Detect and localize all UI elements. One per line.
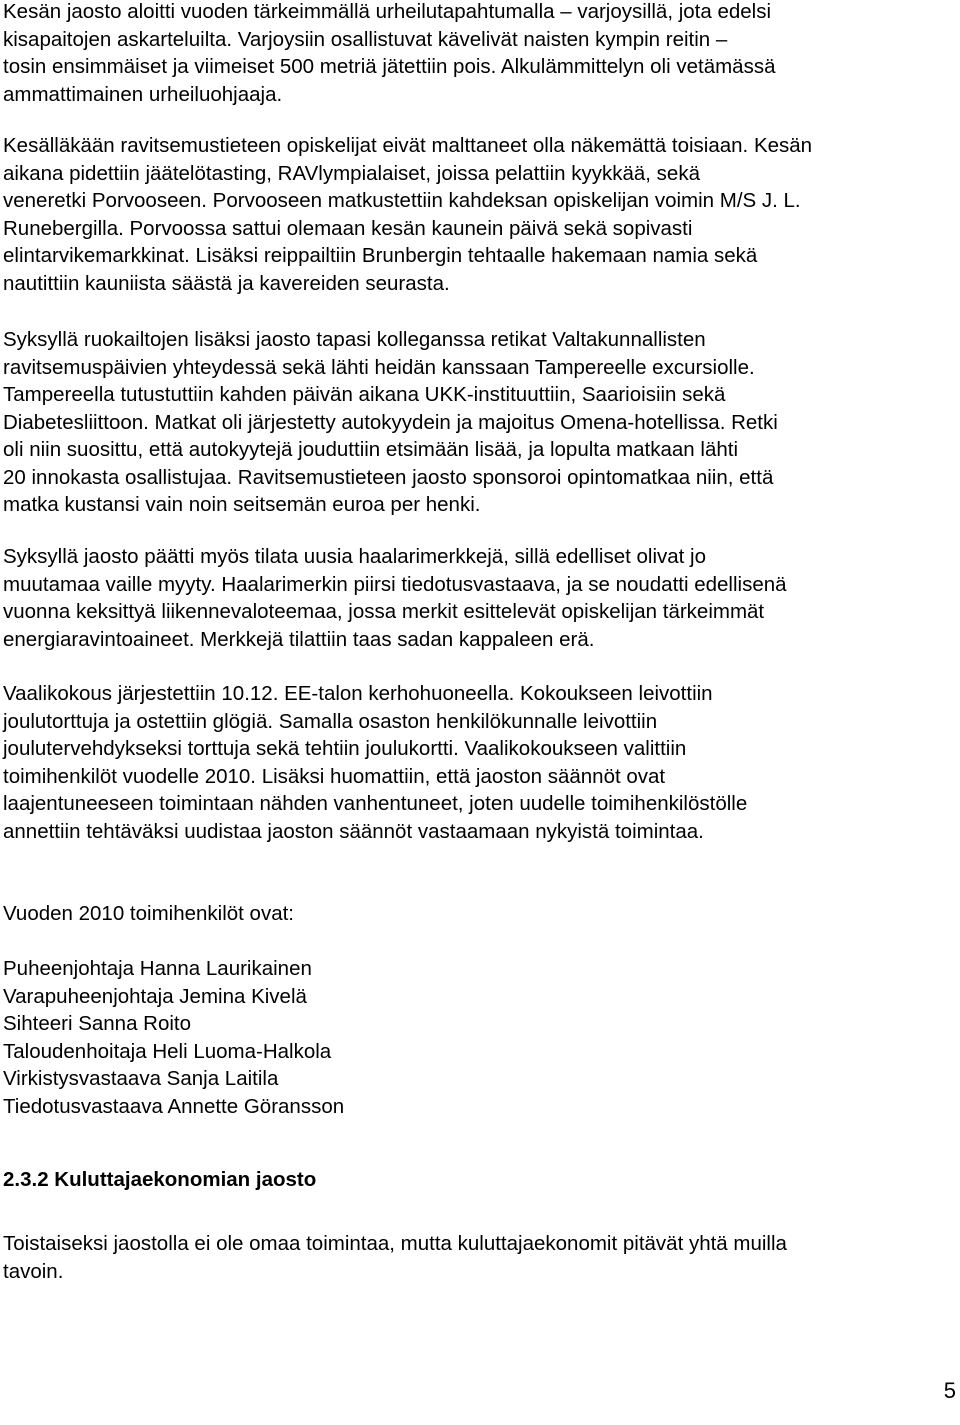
text-line: energiaravintoaineet. Merkkejä tilattiin taas sadan kappaleen erä.	[3, 627, 595, 651]
text-line: Runebergilla. Porvoossa sattui olemaan kesän kaunein päivä sekä sopivasti	[3, 216, 693, 240]
text-line: Syksyllä ruokailtojen lisäksi jaosto tapasi kolleganssa retikat Valtakunnallisten	[3, 328, 706, 351]
page-number: 5	[943, 1378, 956, 1403]
text-line: Vuoden 2010 toimihenkilöt ovat:	[3, 902, 294, 925]
paragraph-patches	[3, 543, 787, 653]
officials-intro	[3, 900, 294, 928]
text-line: toimihenkilöt vuodelle 2010. Lisäksi huomattiin, että jaoston säännöt ovat	[3, 764, 666, 788]
official-item: Tiedotusvastaava Annette Göransson	[3, 1094, 345, 1118]
official-item: Varapuheenjohtaja Jemina Kivelä	[3, 984, 307, 1008]
paragraph-autumn-excursion	[3, 326, 778, 519]
text-line: tavoin.	[3, 1259, 64, 1283]
text-line: laajentuneeseen toimintaan nähden vanhentuneet, joten uudelle toimihenkilöstölle	[3, 792, 748, 815]
text-line: kisapaitojen askarteluilta. Varjoysiin osallistuvat kävelivät naisten kympin reitin –	[3, 27, 728, 51]
text-line: aikana pidettiin jäätelötasting, RAVlympialaiset, joissa pelattiin kyykkää, sekä	[3, 161, 700, 185]
paragraph-varjoysit	[3, 0, 775, 108]
text-line: tosin ensimmäiset ja viimeiset 500 metriä jätettiin pois. Alkulämmittelyn oli vetämässä	[3, 55, 776, 78]
text-line: joulutervehdykseksi torttuja sekä tehtiin joulukortti. Vaalikokoukseen valittiin	[3, 737, 687, 760]
text-line: Toistaiseksi jaostolla ei ole omaa toimintaa, mutta kuluttajaekonomit pitävät yhtä muilla	[3, 1232, 787, 1255]
official-item: Taloudenhoitaja Heli Luoma-Halkola	[3, 1039, 332, 1063]
officials-list	[3, 955, 344, 1120]
text-line: elintarvikemarkkinat. Lisäksi reippailtiin Brunbergin tehtaalle hakemaan namia sekä	[3, 244, 758, 267]
text-line: Tampereella tutustuttiin kahden päivän aikana UKK-instituuttiin, Saarioisiin sekä	[3, 383, 726, 406]
text-line: joulutorttuja ja ostettiin glögiä. Samalla osaston henkilökunnalle leivottiin	[3, 709, 658, 733]
text-line: annettiin tehtäväksi uudistaa jaoston säännöt vastaamaan nykyistä toimintaa.	[3, 819, 704, 843]
official-item: Virkistysvastaava Sanja Laitila	[3, 1067, 279, 1090]
text-line: ammattimainen urheiluohjaaja.	[3, 82, 283, 106]
text-line: oli niin suosittu, että autokyytejä jouduttiin etsimään lisää, ja lopulta matkaan lähti	[3, 438, 739, 461]
text-line: veneretki Porvooseen. Porvooseen matkustettiin kahdeksan opiskelijan voimin M/S J. L.	[3, 189, 801, 212]
paragraph-consumer-economics	[3, 1230, 787, 1285]
official-item: Sihteeri Sanna Roito	[3, 1012, 192, 1035]
text-line: matka kustansi vain noin seitsemän euroa per henki.	[3, 493, 481, 516]
paragraph-summer	[3, 132, 812, 297]
section-heading: 2.3.2 Kuluttajaekonomian jaosto	[3, 1168, 317, 1191]
text-line: ravitsemuspäivien yhteydessä sekä lähti heidän kanssaan Tampereelle excursiolle.	[3, 355, 755, 379]
text-line: Kesälläkään ravitsemustieteen opiskelijat eivät malttaneet olla näkemättä toisiaan. Kesän	[3, 134, 813, 157]
text-line: Diabetesliittoon. Matkat oli järjestetty autokyydein ja majoitus Omena-hotellissa. Retki	[3, 410, 778, 434]
text-line: Kesän jaosto aloitti vuoden tärkeimmällä urheilutapahtumalla – varjoysillä, jota edelsi	[3, 0, 772, 23]
text-line: Syksyllä jaosto päätti myös tilata uusia haalarimerkkejä, sillä edelliset olivat jo	[3, 545, 707, 568]
paragraph-election-meeting	[3, 680, 747, 845]
text-line: muutamaa vaille myyty. Haalarimerkin piirsi tiedotusvastaava, ja se noudatti edellisenä	[3, 572, 787, 596]
text-line: nautittiin kauniista säästä ja kavereiden seurasta.	[3, 271, 450, 295]
text-line: 20 innokasta osallistujaa. Ravitsemustieteen jaosto sponsoroi opintomatkaa niin, että	[3, 465, 774, 489]
text-line: vuonna keksittyä liikennevaloteemaa, jossa merkit esittelevät opiskelijan tärkeimmät	[3, 600, 765, 623]
official-item: Puheenjohtaja Hanna Laurikainen	[3, 957, 312, 980]
text-line: Vaalikokous järjestettiin 10.12. EE-talon kerhohuoneella. Kokoukseen leivottiin	[3, 682, 713, 705]
